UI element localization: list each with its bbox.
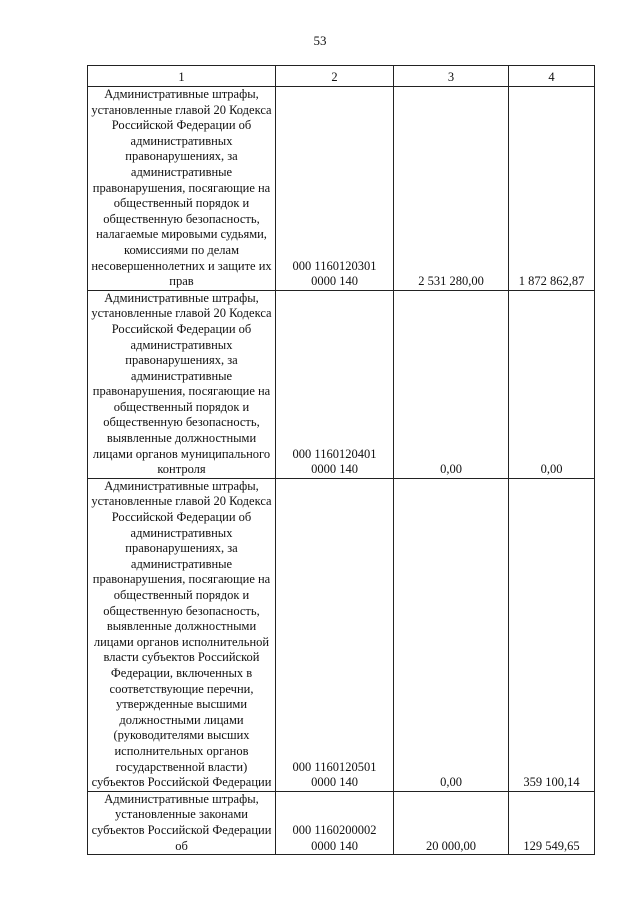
- row-value-col-4: 359 100,14: [509, 478, 595, 791]
- table-header-row: [88, 66, 595, 87]
- row-code-part-2: 0000 140: [311, 462, 358, 477]
- row-value-col-4: 0,00: [509, 290, 595, 478]
- row-code: [276, 791, 394, 854]
- row-code: [276, 478, 394, 791]
- row-description: Административные штрафы, установленные главой 20 Кодекса Российской Федерации об административных правонарушениях, за административные правонарушения, посягающие на общественный порядок и общественную безопасность, выявленные должностными лицами органов исполнительной власти субъектов Российской Федерации, включенных в соответствующие перечни, утвержденные высшими должностными лицами (руководителями высших исполнительных органов государственной власти) субъектов Российской Федерации: [88, 478, 276, 791]
- row-code-part-2: 0000 140: [311, 838, 358, 853]
- row-code: [276, 87, 394, 291]
- row-code-part-2: 0000 140: [311, 775, 358, 790]
- report-table: [87, 65, 595, 855]
- row-code-part-1: 000 1160200002: [292, 822, 377, 837]
- table-row: [88, 87, 595, 291]
- page-number: 53: [313, 33, 327, 48]
- table-row: [88, 791, 595, 854]
- row-code-part-1: 000 1160120501: [292, 759, 377, 774]
- header-col-2: 2: [276, 66, 394, 87]
- header-col-1: 1: [88, 66, 276, 87]
- row-value-col-3: 0,00: [394, 290, 509, 478]
- header-col-4: 4: [509, 66, 595, 87]
- row-description: Административные штрафы, установленные главой 20 Кодекса Российской Федерации об административных правонарушениях, за административные правонарушения, посягающие на общественный порядок и общественную безопасность, выявленные должностными лицами органов муниципального контроля: [88, 290, 276, 478]
- row-value-col-3: 2 531 280,00: [394, 87, 509, 291]
- row-code-part-1: 000 1160120301: [292, 258, 377, 273]
- row-value-col-3: 0,00: [394, 478, 509, 791]
- row-value-col-4: 129 549,65: [509, 791, 595, 854]
- row-code: [276, 290, 394, 478]
- row-value-col-4: 1 872 862,87: [509, 87, 595, 291]
- row-code-part-2: 0000 140: [311, 274, 358, 289]
- row-description: Административные штрафы, установленные главой 20 Кодекса Российской Федерации об административных правонарушениях, за административные правонарушения, посягающие на общественный порядок и общественную безопасность, налагаемые мировыми судьями, комиссиями по делам несовершеннолетних и защите их прав: [88, 87, 276, 291]
- row-value-col-3: 20 000,00: [394, 791, 509, 854]
- row-description: Административные штрафы, установленные законами субъектов Российской Федерации об: [88, 791, 276, 854]
- table-row: [88, 290, 595, 478]
- row-code-part-1: 000 1160120401: [292, 446, 377, 461]
- header-col-3: 3: [394, 66, 509, 87]
- table-row: [88, 478, 595, 791]
